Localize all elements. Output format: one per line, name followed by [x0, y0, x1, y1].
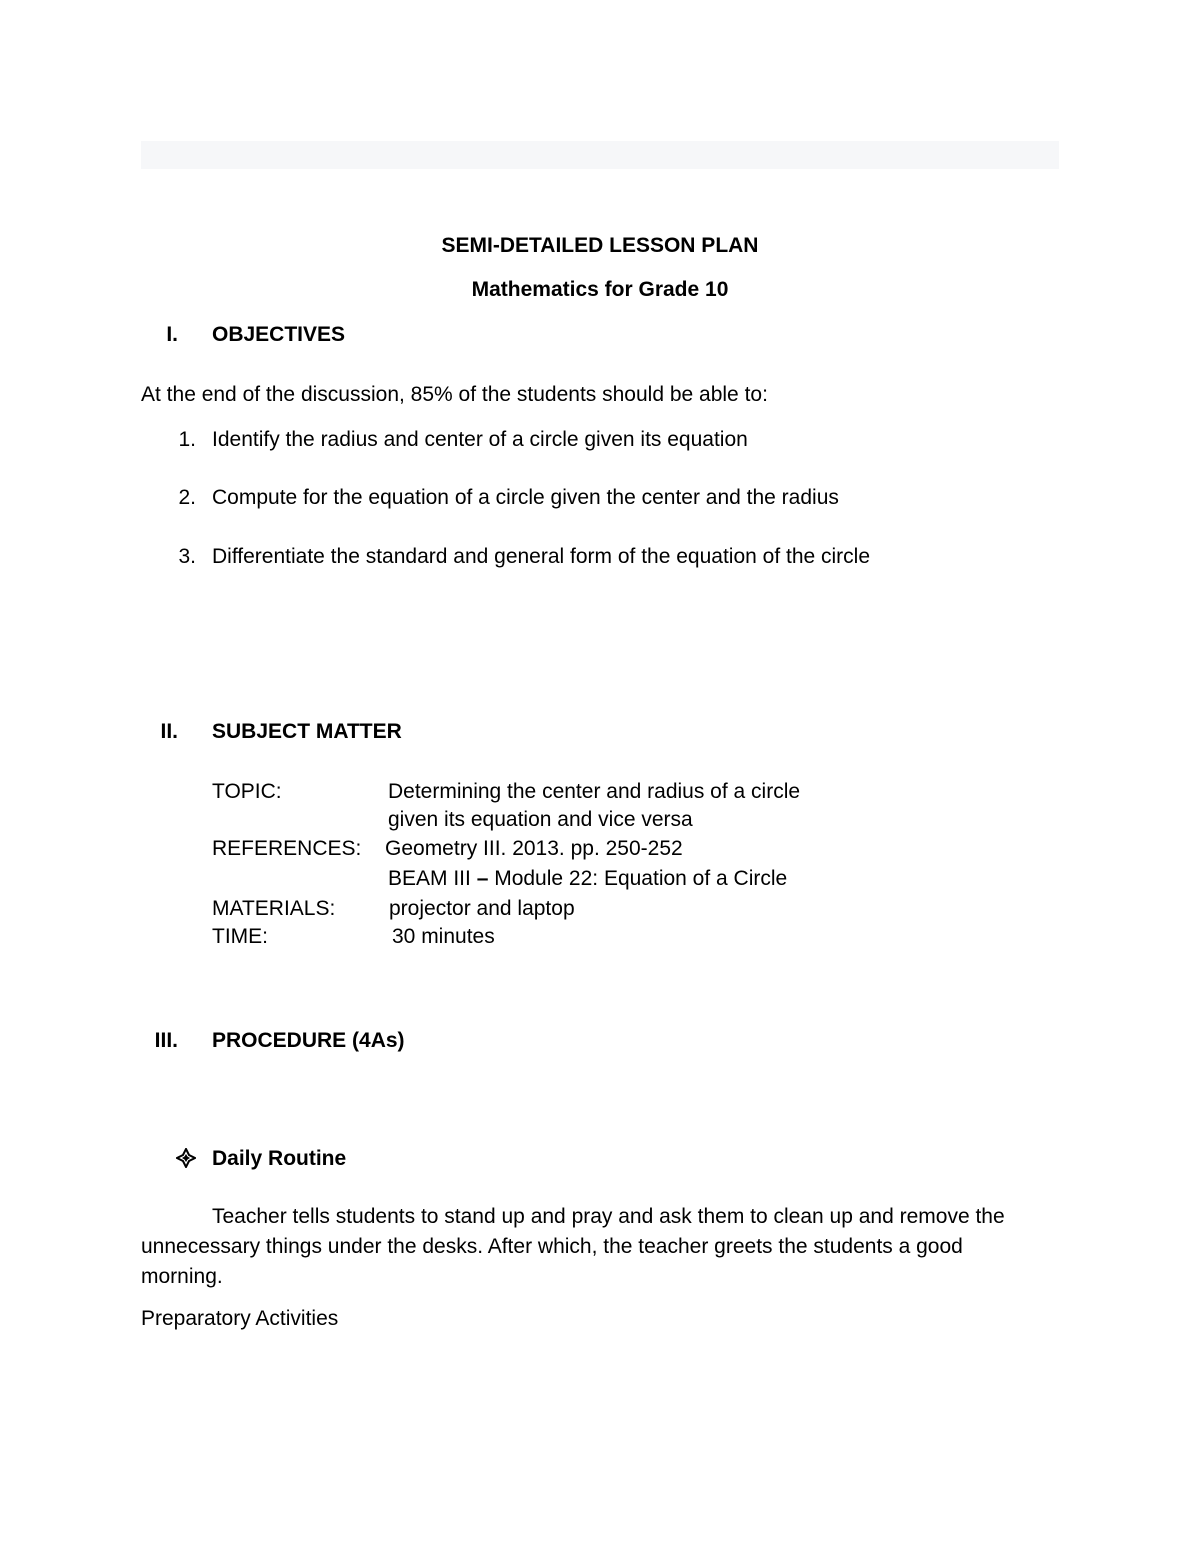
diamond-bullet-icon — [176, 1148, 196, 1172]
time-label: TIME: — [212, 925, 268, 948]
reference-2 — [388, 868, 787, 889]
objective-item: Differentiate the standard and general form of the equation of the circle — [212, 545, 871, 568]
objective-number: 3. — [178, 545, 196, 568]
objective-number: 2. — [178, 486, 196, 509]
objective-number: 1. — [178, 428, 196, 451]
header-bar — [141, 141, 1059, 169]
topic-value-line1: Determining the center and radius of a circle — [388, 780, 801, 803]
reference-2-part-a: BEAM III — [388, 867, 477, 890]
reference-2-part-b: Module 22: Equation of a Circle — [488, 867, 788, 890]
section-heading-objectives: OBJECTIVES — [212, 323, 346, 346]
topic-label: TOPIC: — [212, 780, 282, 803]
reference-2-dash: – — [476, 867, 489, 890]
objectives-intro: At the end of the discussion, 85% of the students should be able to: — [141, 383, 768, 406]
daily-routine-paragraph: Teacher tells students to stand up and pray and ask them to clean up and remove the unnecessary things under the desks. After which, the teacher greets the students a good morning. — [141, 1205, 1005, 1288]
section-number-procedure: III. — [154, 1029, 178, 1052]
objective-item: Compute for the equation of a circle given the center and the radius — [212, 486, 839, 509]
document-title: SEMI-DETAILED LESSON PLAN — [441, 234, 759, 257]
preparatory-activities-label: Preparatory Activities — [141, 1307, 339, 1330]
time-value: 30 minutes — [392, 925, 495, 948]
section-number-subject-matter: II. — [160, 720, 178, 743]
diamond-bullet-svg — [176, 1148, 196, 1168]
section-heading-procedure: PROCEDURE (4As) — [212, 1029, 405, 1052]
references-label: REFERENCES: — [212, 837, 362, 860]
section-number-objectives: I. — [166, 323, 178, 346]
topic-value-line2: given its equation and vice versa — [388, 808, 693, 831]
document-subtitle: Mathematics for Grade 10 — [471, 278, 729, 301]
daily-routine-heading: Daily Routine — [212, 1147, 347, 1170]
objective-item: Identify the radius and center of a circle given its equation — [212, 428, 748, 451]
materials-label: MATERIALS: — [212, 897, 336, 920]
reference-1: Geometry III. 2013. pp. 250-252 — [385, 837, 683, 860]
section-heading-subject-matter: SUBJECT MATTER — [212, 720, 402, 743]
materials-value: projector and laptop — [389, 897, 575, 920]
